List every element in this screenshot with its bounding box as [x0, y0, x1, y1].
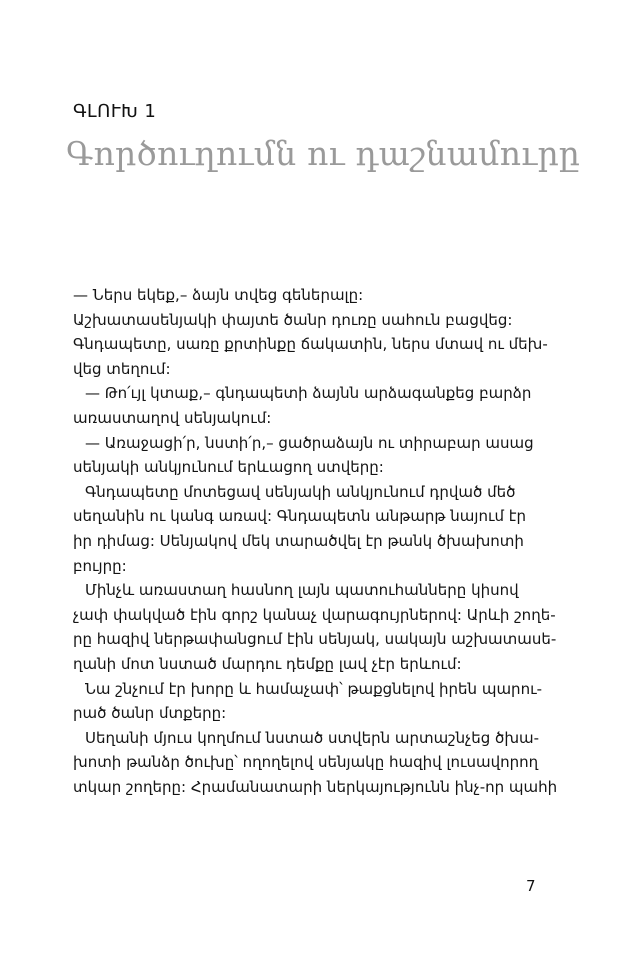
text-line: ղանի մոտ նստած մարդու դեմքը լավ չէր երևում:: [73, 654, 462, 673]
text-line: Աշխատասենյակի փայտե ծանր դուռը սահուն բացվեց:: [73, 310, 513, 329]
text-line: Նա շնչում էր խորը և համաչափ՝ թաքցնելով իրեն պարու-: [85, 679, 543, 698]
text-line: — Ներս եկեք,– ձայն տվեց գեներալը:: [73, 286, 364, 304]
text-line: Մինչև առաստաղ հասնող լայն պատուհանները կիսով: [85, 581, 519, 600]
text-line: րած ծանր մտքերը:: [73, 704, 227, 723]
text-line: — Առաջացի՛ր, նստի՛ր,– ցածրաձայն ու տիրաբար ասաց: [85, 433, 534, 452]
text-line: Սեղանի մյուս կողմում նստած ստվերն արտաշնչեց ծխա-: [85, 728, 540, 747]
text-line: խոտի թանձր ծուխը՝ ողողելով սենյակը հազիվ լուսավորող: [73, 753, 539, 772]
text-line: չափ փակված էին գորշ կանաչ վարագույրներով: Արևի շողե-: [73, 605, 556, 624]
text-line: սենյակի անկյունում երևացող ստվերը:: [73, 458, 384, 477]
text-line: բույրը:: [73, 556, 127, 575]
text-line: առաստաղով սենյակում:: [73, 408, 272, 427]
text-line: սեղանին ու կանգ առավ: Գնդապետն անթարթ նայում էր: [73, 507, 526, 526]
text-line: վեց տեղում:: [73, 359, 171, 378]
text-line: րը հազիվ ներթափանցում էին սենյակ, սակայն աշխատասե-: [73, 630, 557, 649]
text-line: Գնդապետը, սառը քրտինքը ճակատին, ներս մտավ ու մեխ-: [73, 335, 548, 354]
chapter-title: Գործուղումն ու դաշնամուրը: [66, 134, 581, 173]
text-line: — Թո՛ւյլ կտաք,– գնդապետի ձայնն արձագանքեց բարձր: [85, 384, 532, 403]
body-text: [73, 283, 558, 799]
text-line: իր դիմաց: Սենյակով մեկ տարածվել էր թանկ ծխախոտի: [73, 531, 524, 550]
text-line: տկար շողերը: Հրամանատարի ներկայությունն ինչ-որ պահի: [73, 777, 558, 796]
text-line: Գնդապետը մոտեցավ սենյակի անկյունում դրված մեծ: [85, 482, 516, 501]
page-number: 7: [526, 877, 536, 895]
chapter-label: ԳԼՈՒԽ 1: [73, 101, 157, 122]
